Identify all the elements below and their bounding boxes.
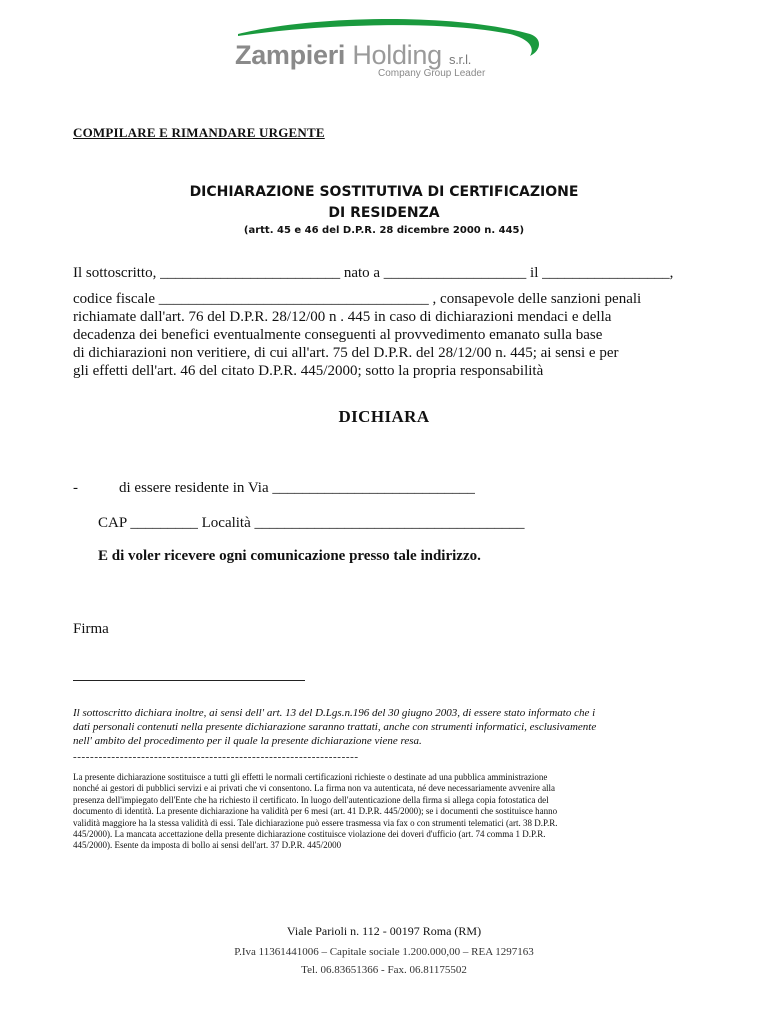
logo-name: Holding <box>352 40 442 70</box>
logo-tagline: Company Group Leader <box>378 68 486 79</box>
declaration-line: richiamate dall'art. 76 del D.P.R. 28/12/00 n . 445 in caso di dichiarazioni mendaci e della <box>73 309 612 325</box>
privacy-notice <box>73 706 703 748</box>
privacy-line: nell' ambito del procedimento per il quale la presente dichiarazione viene resa. <box>73 735 422 747</box>
declaration-line: codice fiscale ____________________________________ , consapevole delle sanzioni penali <box>73 291 642 307</box>
footer-contacts: Tel. 06.83651366 - Fax. 06.81175502 <box>301 964 467 976</box>
dichiara-heading: DICHIARA <box>338 407 430 426</box>
declaration-line: decadenza dei benefici eventualmente conseguenti al provvedimento emanato sulla base <box>73 327 603 343</box>
dashed-divider: ------------------------------------------------------------------- <box>73 751 359 763</box>
residence-street-field: di essere residente in Via ___________________________ <box>119 480 475 496</box>
communication-statement: E di voler ricevere ogni comunicazione presso tale indirizzo. <box>98 548 481 564</box>
legal-note-line: 445/2000). Esente da imposta di bollo ai sensi dell'art. 37 D.P.R. 445/2000 <box>73 840 342 851</box>
logo-srl: s.r.l. <box>449 52 472 67</box>
footer-fiscal-info: P.Iva 11361441006 – Capitale sociale 1.200.000,00 – REA 1297163 <box>234 946 534 958</box>
privacy-line: dati personali contenuti nella presente dichiarazione saranno trattati, anche con strumenti informatici, esclusivamente <box>73 721 597 733</box>
company-logo <box>230 14 550 84</box>
logo-brand: Zampieri <box>235 40 346 70</box>
logo-wordmark <box>235 40 471 71</box>
declaration-line: Il sottoscritto, ________________________ nato a ___________________ il _________________, <box>73 265 674 281</box>
document-title-line2: DI RESIDENZA <box>328 205 440 221</box>
legal-note-line: documento di identità. La presente dichiarazione ha validità per 6 mesi (art. 41 D.P.R. 445/2000); se i documenti che sostituisce hanno <box>73 806 558 817</box>
footer-address: Viale Parioli n. 112 - 00197 Roma (RM) <box>286 924 482 938</box>
legal-note-line: nonché ai gestori di pubblici servizi e ai privati che vi consentono. La firma non va autenticata, né deve necessariamente avvenire alla <box>73 783 556 794</box>
document-title: DICHIARAZIONE SOSTITUTIVA DI CERTIFICAZIONE <box>189 184 579 200</box>
signature-label: Firma <box>73 621 109 637</box>
privacy-line: Il sottoscritto dichiara inoltre, ai sensi dell' art. 13 del D.Lgs.n.196 del 30 giugno 2003, di essere stato informato che i <box>73 707 596 719</box>
legal-notes <box>73 772 703 852</box>
declaration-line: di dichiarazioni non veritiere, di cui all'art. 75 del D.P.R. del 28/12/00 n. 445; ai sensi e per <box>73 345 619 361</box>
signature-line <box>73 680 305 681</box>
legal-note-line: presenza dell'impiegato dell'Ente che ha richiesto il certificato. In luogo dell'autenticazione della firma si allega copia fotostatica del <box>73 794 549 805</box>
declaration-line: gli effetti dell'art. 46 del citato D.P.R. 445/2000; sotto la propria responsabilità <box>73 363 544 379</box>
urgent-label: COMPILARE E RIMANDARE URGENTE <box>73 125 325 140</box>
legal-note-line: validità maggiore ha la stessa validità di essi. Tale dichiarazione può essere trasmessa via fax o con strumenti telematici (art. 38 D.P.R. <box>73 817 558 828</box>
residence-cap-locality-field: CAP _________ Località ____________________________________ <box>98 515 525 531</box>
document-legal-reference: (artt. 45 e 46 del D.P.R. 28 dicembre 2000 n. 445) <box>243 225 525 236</box>
list-bullet: - <box>73 480 78 496</box>
legal-note-line: La presente dichiarazione sostituisce a tutti gli effetti le normali certificazioni richieste o destinate ad una pubblica amministrazione <box>73 772 548 782</box>
legal-note-line: 445/2000). La mancata accettazione della presente dichiarazione costituisce violazione dei doveri d'ufficio (art. 74 comma 1 D.P.R. <box>73 829 546 840</box>
